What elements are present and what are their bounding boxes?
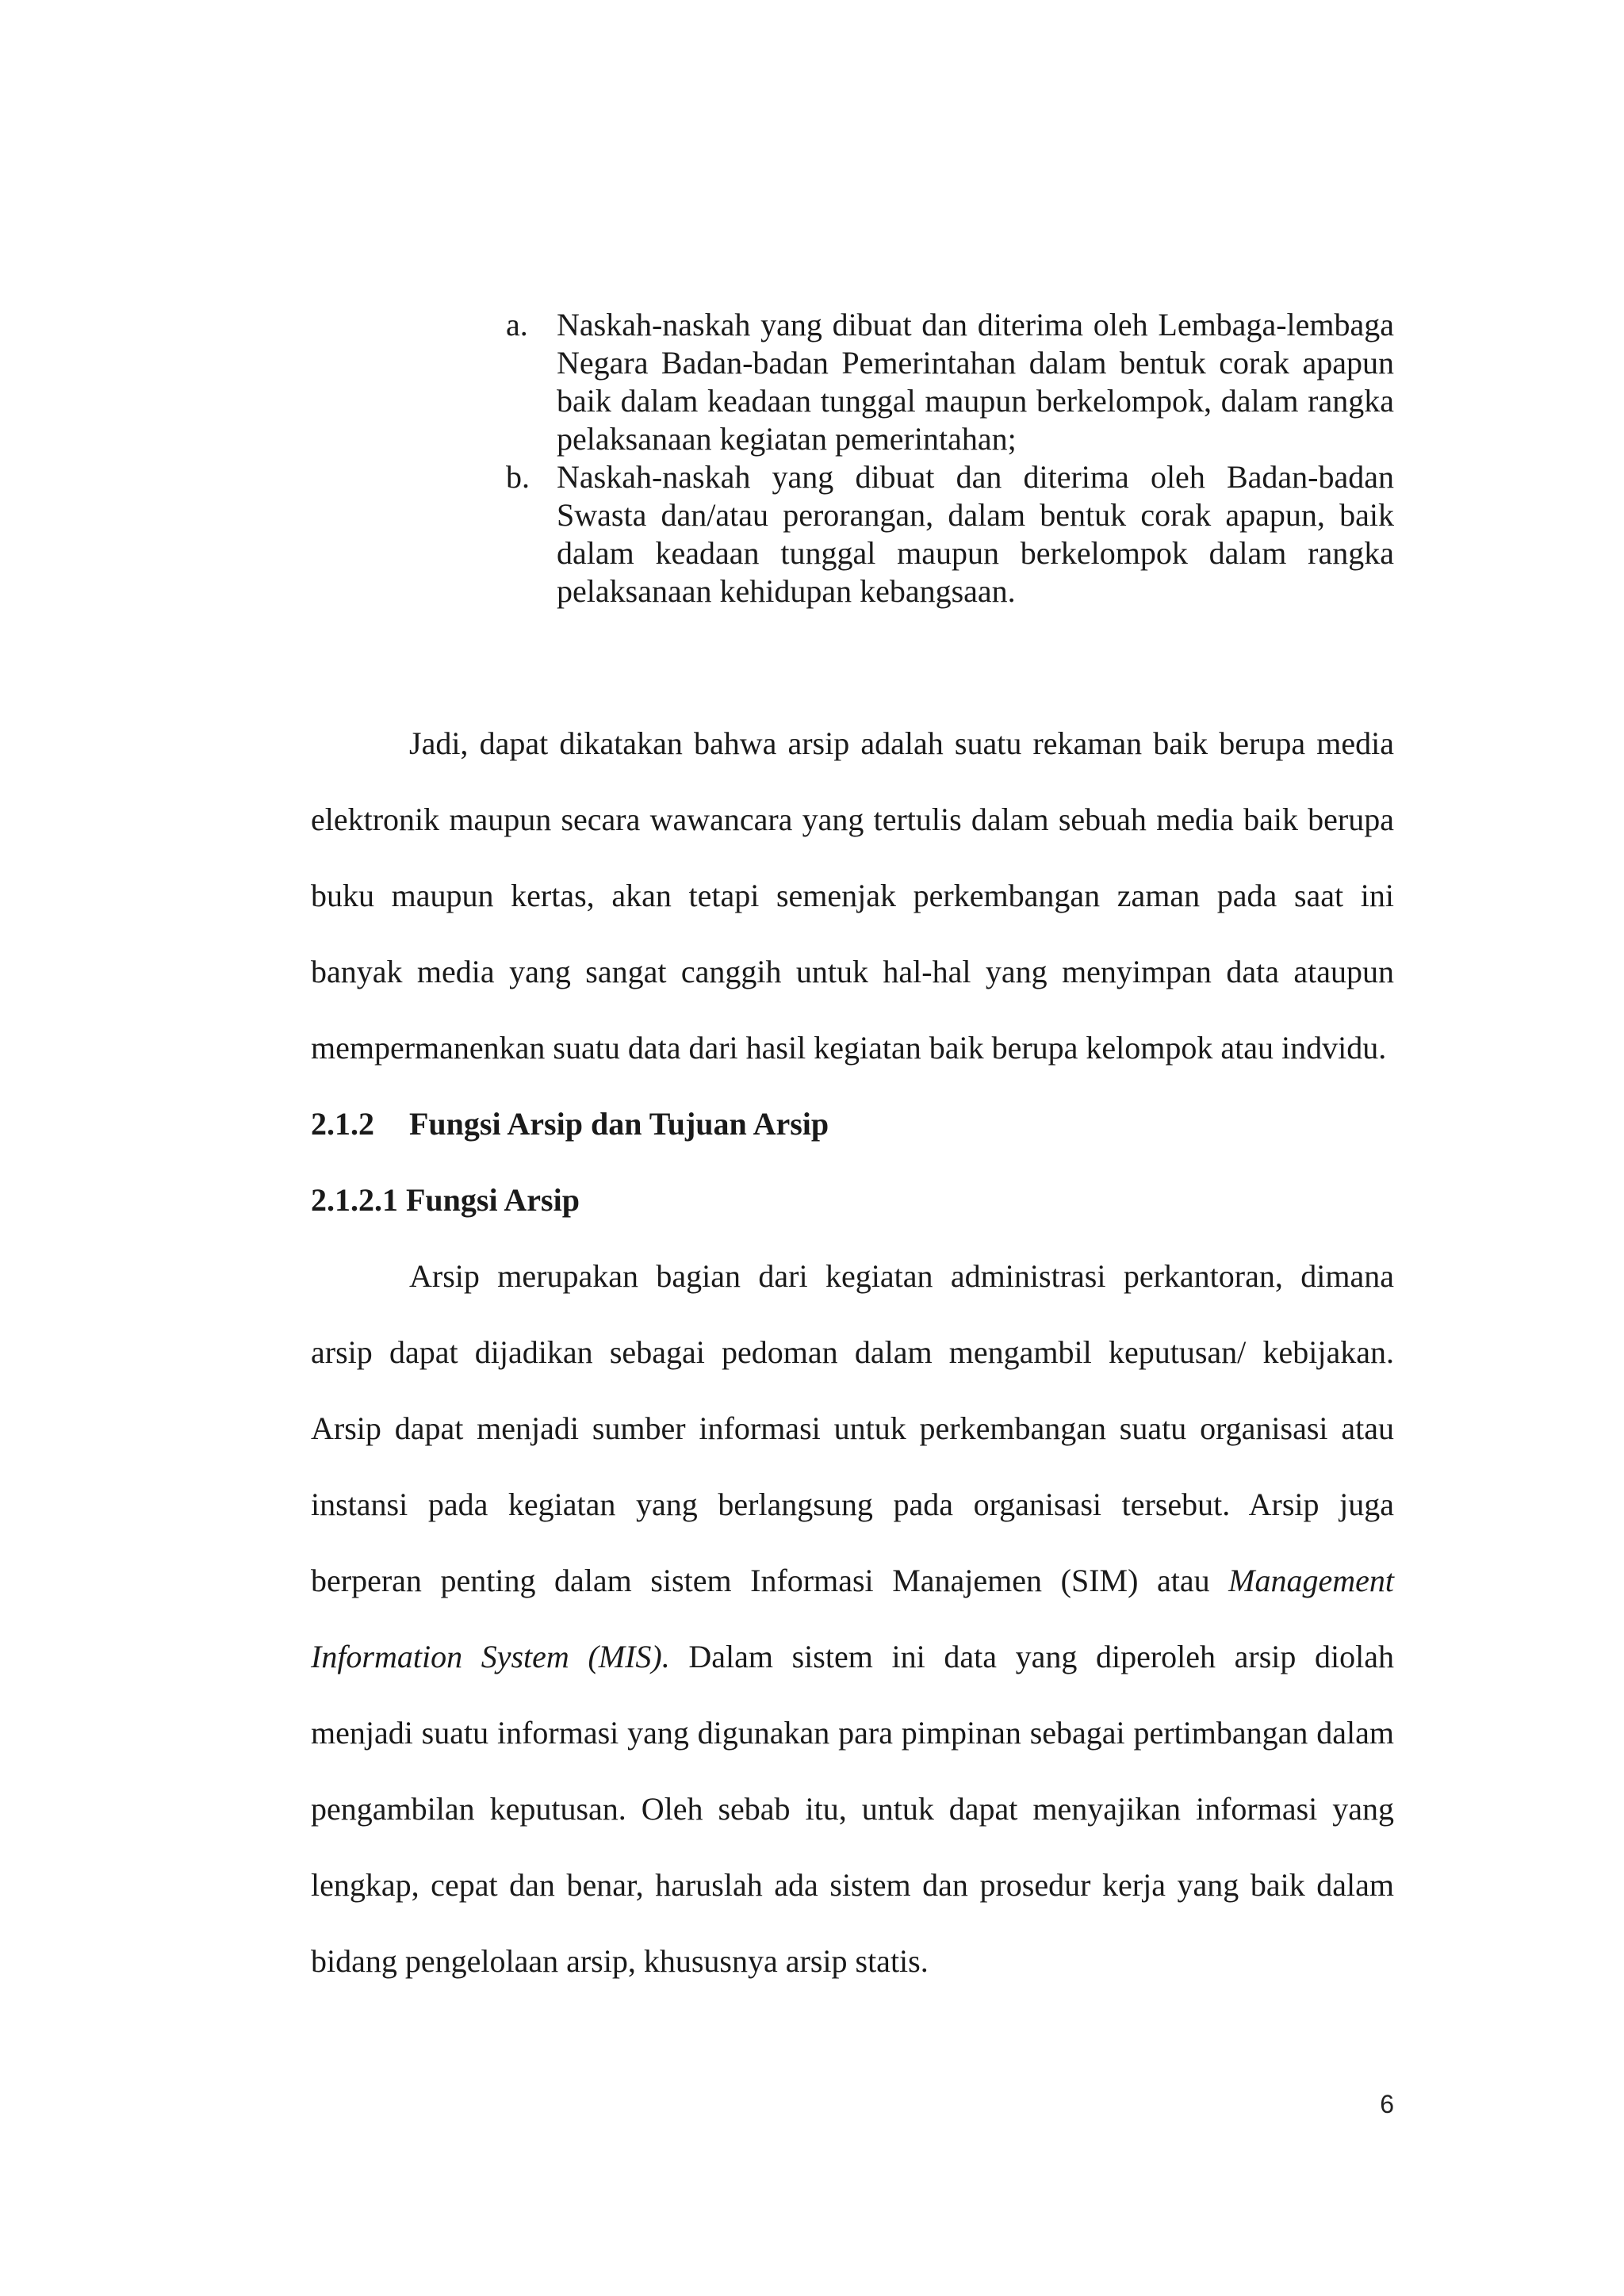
list-marker: b.	[506, 459, 530, 495]
list-item	[506, 458, 1394, 610]
quoted-list	[506, 306, 1394, 610]
list-marker: a.	[506, 307, 528, 342]
paragraph: Jadi, dapat dikatakan bahwa arsip adalah suatu rekaman baik berupa media elektronik maupun secara wawancara yang tertulis dalam sebuah media baik berupa buku maupun kertas, akan tetapi semenjak perkembangan zaman pada saat ini banyak media yang sangat canggih untuk hal-hal yang menyimpan data ataupun mempermanenkan suatu data dari hasil kegiatan baik berupa kelompok atau indvidu.	[311, 725, 1394, 1066]
subsection-title: Fungsi Arsip	[406, 1182, 580, 1218]
section-heading	[311, 1086, 1394, 1162]
paragraph-italic-term: Management Information System (MIS).	[311, 1563, 1394, 1674]
section-title: Fungsi Arsip dan Tujuan Arsip	[409, 1106, 829, 1142]
list-item	[506, 306, 1394, 458]
subsection-heading	[311, 1162, 1394, 1238]
list-item-text: Naskah-naskah yang dibuat dan diterima oleh Badan-badan Swasta dan/atau perorangan, dalam bentuk corak apapun, baik dalam keadaan tunggal maupun berkelompok dalam rangka pelaksanaan kehidupan kebangsaan.	[557, 459, 1394, 609]
subsection-number: 2.1.2.1	[311, 1182, 398, 1218]
body-text	[311, 706, 1394, 1999]
section-number: 2.1.2	[311, 1106, 374, 1142]
paragraph-text: Arsip merupakan bagian dari kegiatan administrasi perkantoran, dimana arsip dapat dijadikan sebagai pedoman dalam mengambil keputusan/ kebijakan. Arsip dapat menjadi sumber informasi untuk perkembangan suatu organisasi atau instansi pada kegiatan yang berlangsung pada organisasi tersebut. Arsip juga berperan penting dalam sistem Informasi Manajemen (SIM) atau	[311, 1258, 1394, 1598]
list-item-text: Naskah-naskah yang dibuat dan diterima oleh Lembaga-lembaga Negara Badan-badan Pemerintahan dalam bentuk corak apapun baik dalam keadaan tunggal maupun berkelompok, dalam rangka pelaksanaan kegiatan pemerintahan;	[557, 307, 1394, 457]
paragraph-text: Dalam sistem ini data yang diperoleh arsip diolah menjadi suatu informasi yang digunakan para pimpinan sebagai pertimbangan dalam pengambilan keputusan. Oleh sebab itu, untuk dapat menyajikan informasi yang lengkap, cepat dan benar, haruslah ada sistem dan prosedur kerja yang baik dalam bidang pengelolaan arsip, khususnya arsip statis.	[311, 1639, 1394, 1979]
paragraph	[311, 1238, 1394, 1999]
page-number: 6	[1380, 2090, 1394, 2118]
